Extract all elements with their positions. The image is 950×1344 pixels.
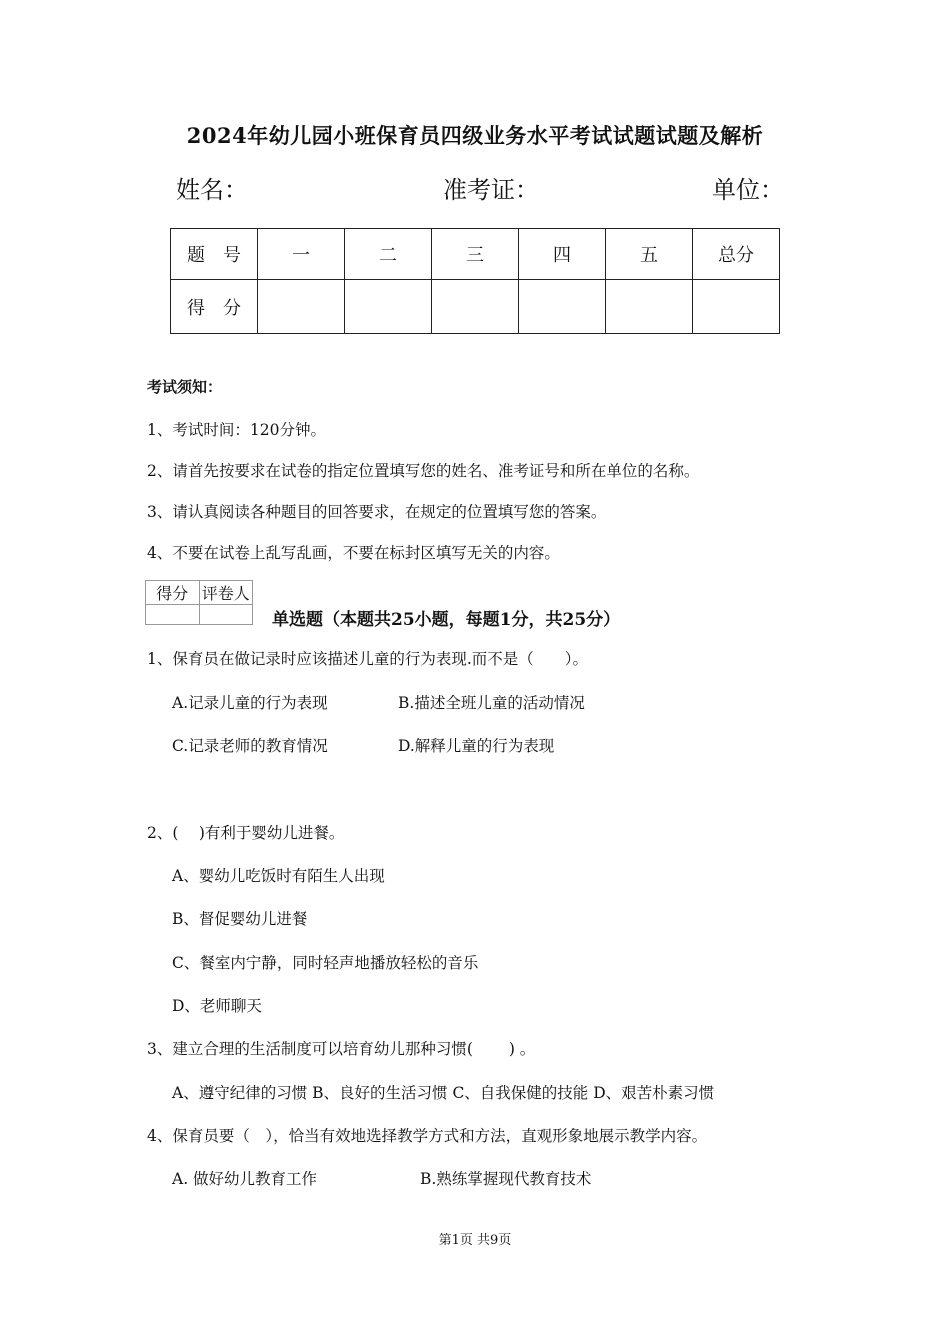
score-table-header-cell: 五	[606, 229, 693, 280]
grader-score-label: 得分	[146, 581, 200, 605]
question-option[interactable]: D、老师聊天	[172, 997, 262, 1015]
score-table-score-label: 得 分	[171, 280, 258, 334]
score-cell[interactable]	[606, 280, 693, 334]
name-field-label: 姓名：	[176, 176, 248, 204]
question-option[interactable]: A、婴幼儿吃饭时有陌生人出现	[172, 867, 385, 885]
score-table-header-cell: 题 号	[171, 229, 258, 280]
notice-item: 1、考试时间：120分钟。	[147, 421, 326, 439]
score-table-header-cell: 总分	[693, 229, 780, 280]
notice-item: 4、不要在试卷上乱写乱画，不要在标封区填写无关的内容。	[147, 544, 560, 562]
score-table-score-row	[171, 280, 780, 334]
grader-score-cell[interactable]	[146, 605, 200, 625]
section-title: 单选题（本题共25小题，每题1分，共25分）	[272, 610, 621, 630]
question-option[interactable]: D.解释儿童的行为表现	[398, 737, 555, 755]
score-table-header-cell: 一	[258, 229, 345, 280]
question-option[interactable]: B.熟练掌握现代教育技术	[420, 1170, 592, 1188]
question-stem: 3、建立合理的生活制度可以培育幼儿那种习惯( ) 。	[147, 1040, 536, 1058]
notice-item: 3、请认真阅读各种题目的回答要求，在规定的位置填写您的答案。	[147, 503, 607, 521]
unit-field-label: 单位：	[712, 176, 784, 204]
score-table-header-cell: 二	[345, 229, 432, 280]
score-cell[interactable]	[693, 280, 780, 334]
score-table	[170, 228, 780, 334]
score-table-header-row	[171, 229, 780, 280]
question-option[interactable]: A. 做好幼儿教育工作	[172, 1170, 318, 1188]
score-cell[interactable]	[258, 280, 345, 334]
notice-heading: 考试须知：	[147, 378, 223, 396]
grader-box	[145, 580, 253, 625]
question-option[interactable]: B、督促婴幼儿进餐	[172, 910, 308, 928]
page-footer: 第1页 共9页	[438, 1233, 512, 1248]
question-stem: 1、保育员在做记录时应该描述儿童的行为表现.而不是（ ）。	[147, 650, 589, 668]
score-table-header-cell: 三	[432, 229, 519, 280]
grader-name-label: 评卷人	[199, 581, 253, 605]
question-stem: 2、( )有利于婴幼儿进餐。	[147, 824, 345, 842]
question-option[interactable]: C、餐室内宁静，同时轻声地播放轻松的音乐	[172, 954, 479, 972]
question-option[interactable]: A.记录儿童的行为表现	[172, 694, 328, 712]
question-options-line[interactable]: A、遵守纪律的习惯 B、良好的生活习惯 C、自我保健的技能 D、艰苦朴素习惯	[172, 1084, 715, 1102]
question-option[interactable]: B.描述全班儿童的活动情况	[398, 694, 585, 712]
score-table-header-cell: 四	[519, 229, 606, 280]
score-cell[interactable]	[432, 280, 519, 334]
score-cell[interactable]	[519, 280, 606, 334]
exam-id-field-label: 准考证：	[443, 176, 539, 204]
question-stem: 4、保育员要（ ），恰当有效地选择教学方式和方法，直观形象地展示教学内容。	[147, 1127, 708, 1145]
grader-name-cell[interactable]	[199, 605, 253, 625]
question-option[interactable]: C.记录老师的教育情况	[172, 737, 328, 755]
notice-item: 2、请首先按要求在试卷的指定位置填写您的姓名、准考证号和所在单位的名称。	[147, 462, 700, 480]
score-cell[interactable]	[345, 280, 432, 334]
document-title: 2024年幼儿园小班保育员四级业务水平考试试题试题及解析	[186, 123, 764, 148]
